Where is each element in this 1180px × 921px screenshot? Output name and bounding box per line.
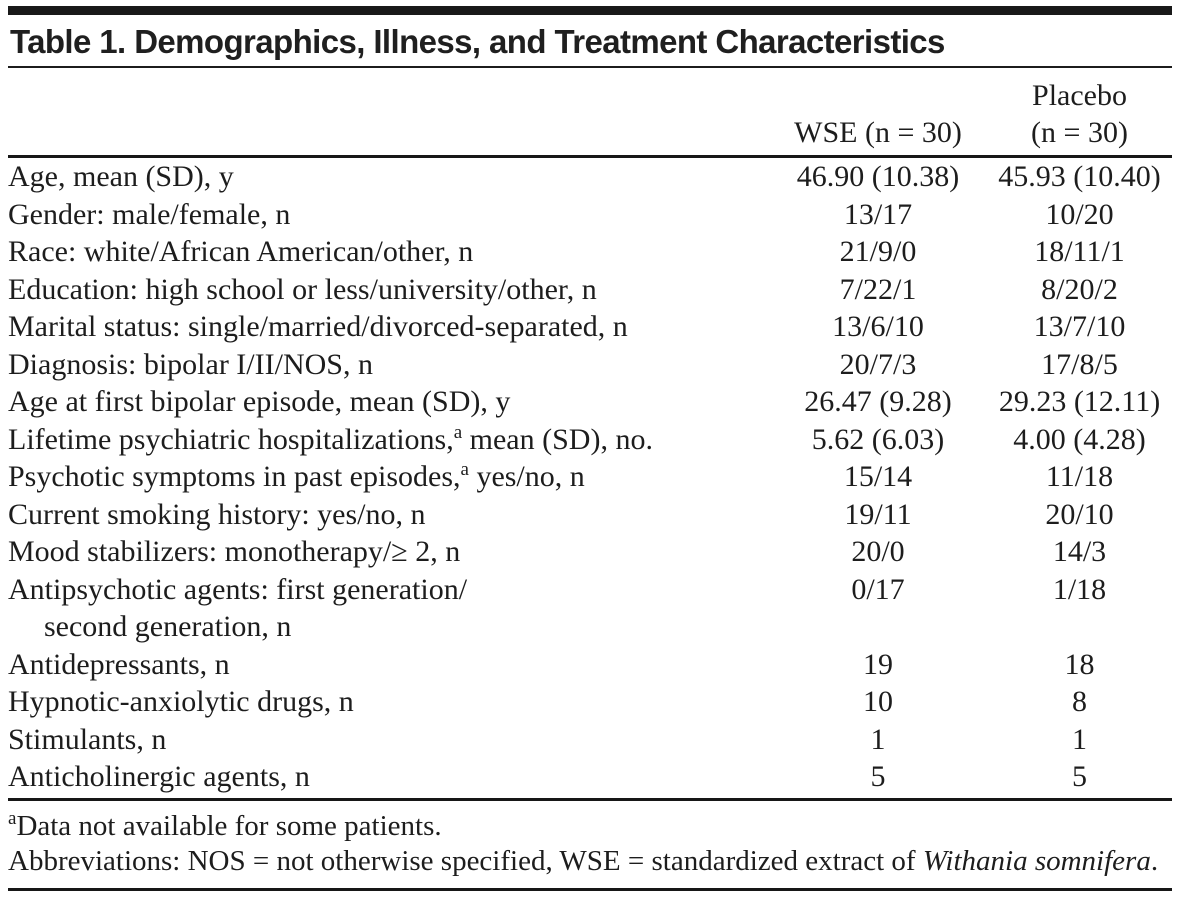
wse-header-label: WSE (n = 30) [794,116,962,149]
placebo-value: 11/18 [1045,460,1114,493]
footnote-abbreviations [8,844,1172,879]
wse-value: 46.90 (10.38) [796,160,960,193]
header-empty-cell [8,68,769,157]
demographics-table [8,68,1172,801]
wse-value: 20/7/3 [839,347,917,381]
wse-value: 21/9/0 [839,235,917,268]
title-block [8,15,1172,68]
row-label-text: mean (SD), no. [462,422,653,456]
placebo-value: 8 [1072,685,1087,718]
wse-value: 13/6/10 [832,310,924,343]
row-label: Diagnosis: bipolar I/II/NOS, n [8,347,373,381]
placebo-value: 1/18 [1052,572,1107,606]
table-header [8,68,1172,157]
row-label: Age at first bipolar episode, mean (SD), y [8,385,511,418]
footnote-text: . [1150,844,1159,877]
table-row-diagnosis [8,346,1172,384]
header-row [8,68,1172,157]
table-row-antidepressants [8,646,1172,684]
placebo-value: 5 [1072,760,1087,793]
row-label: Marital status: single/married/divorced-separated, n [8,310,628,343]
row-label: Age, mean (SD), y [8,160,234,193]
placebo-header-line1: Placebo [1032,79,1127,112]
placebo-value: 10/20 [1045,197,1114,231]
wse-value: 0/17 [851,572,905,606]
column-header-placebo [987,68,1172,157]
row-label: Hypnotic-anxiolytic drugs, n [8,685,354,718]
placebo-value: 18/11/1 [1034,235,1125,268]
placebo-header-line2: (n = 30) [1031,116,1128,149]
table-row-anticholinergics [8,758,1172,799]
table-body [8,157,1172,800]
wse-value: 1 [870,722,886,756]
table-title: Table 1. Demographics, Illness, and Treatment Characteristics [10,23,945,60]
row-label: Education: high school or less/university/other, n [8,272,597,306]
row-label: Antidepressants, n [8,647,230,681]
footnote-text: Data not available for some patients. [16,809,442,842]
wse-value: 13/17 [843,197,913,231]
row-label-text: yes/no, n [468,460,585,493]
row-label-line2: second generation, n [44,610,292,643]
wse-value: 7/22/1 [839,272,917,306]
placebo-value: 14/3 [1052,535,1107,568]
table-row-smoking [8,496,1172,534]
row-label-text: Lifetime psychiatric hospitalizations, [8,422,454,456]
wse-value: 26.47 (9.28) [804,385,952,418]
row-label [8,421,769,459]
footnote-species-name: Withania somnifera [922,844,1151,877]
footnote-marker-a: a [453,421,463,443]
table-row-psychotic-symptoms [8,458,1172,496]
table-row-stimulants [8,721,1172,759]
row-label-text: Psychotic symptoms in past episodes, [8,460,461,493]
wse-value: 10 [863,685,893,718]
placebo-value: 45.93 (10.40) [998,160,1161,193]
table-footnotes [8,801,1172,891]
table-row-gender [8,196,1172,234]
wse-value: 15/14 [843,460,913,493]
wse-value: 5.62 (6.03) [811,422,945,456]
wse-value: 20/0 [851,535,905,568]
footnote-data-availability [8,809,1172,844]
table-row-hypnotics [8,683,1172,721]
row-label: Gender: male/female, n [8,197,291,231]
table-row-hospitalizations [8,421,1172,459]
table-row-antipsychotics [8,571,1172,646]
table-row-marital-status [8,308,1172,346]
placebo-value: 29.23 (12.11) [998,385,1161,418]
wse-value: 5 [870,760,886,793]
placebo-value: 1 [1072,722,1087,756]
row-label: Anticholinergic agents, n [8,760,310,793]
table-row-age-first-episode [8,383,1172,421]
table-row-mood-stabilizers [8,533,1172,571]
footnote-marker-a: a [8,807,17,829]
placebo-value: 13/7/10 [1033,310,1126,343]
row-label: Race: white/African American/other, n [8,235,474,268]
placebo-value: 17/8/5 [1041,347,1118,381]
row-label-line1: Antipsychotic agents: first generation/ [8,572,468,606]
placebo-value: 4.00 (4.28) [1013,422,1146,456]
footnote-marker-a: a [460,459,469,480]
placebo-value: 20/10 [1045,497,1114,531]
row-label: Mood stabilizers: monotherapy/≥ 2, n [8,535,461,568]
row-label [8,571,769,646]
footnote-text: Abbreviations: NOS = not otherwise specified, WSE = standardized extract of [8,844,923,877]
placebo-value: 18 [1064,647,1095,681]
table-row-race [8,233,1172,271]
wse-value: 19 [863,647,893,681]
placebo-value: 8/20/2 [1041,272,1118,306]
top-rule [8,6,1172,15]
row-label: Stimulants, n [8,722,167,756]
table-row-education [8,271,1172,309]
column-header-wse [769,68,987,157]
wse-value: 19/11 [844,497,912,531]
row-label: Current smoking history: yes/no, n [8,497,426,531]
table-row-age [8,157,1172,196]
row-label [8,458,769,496]
